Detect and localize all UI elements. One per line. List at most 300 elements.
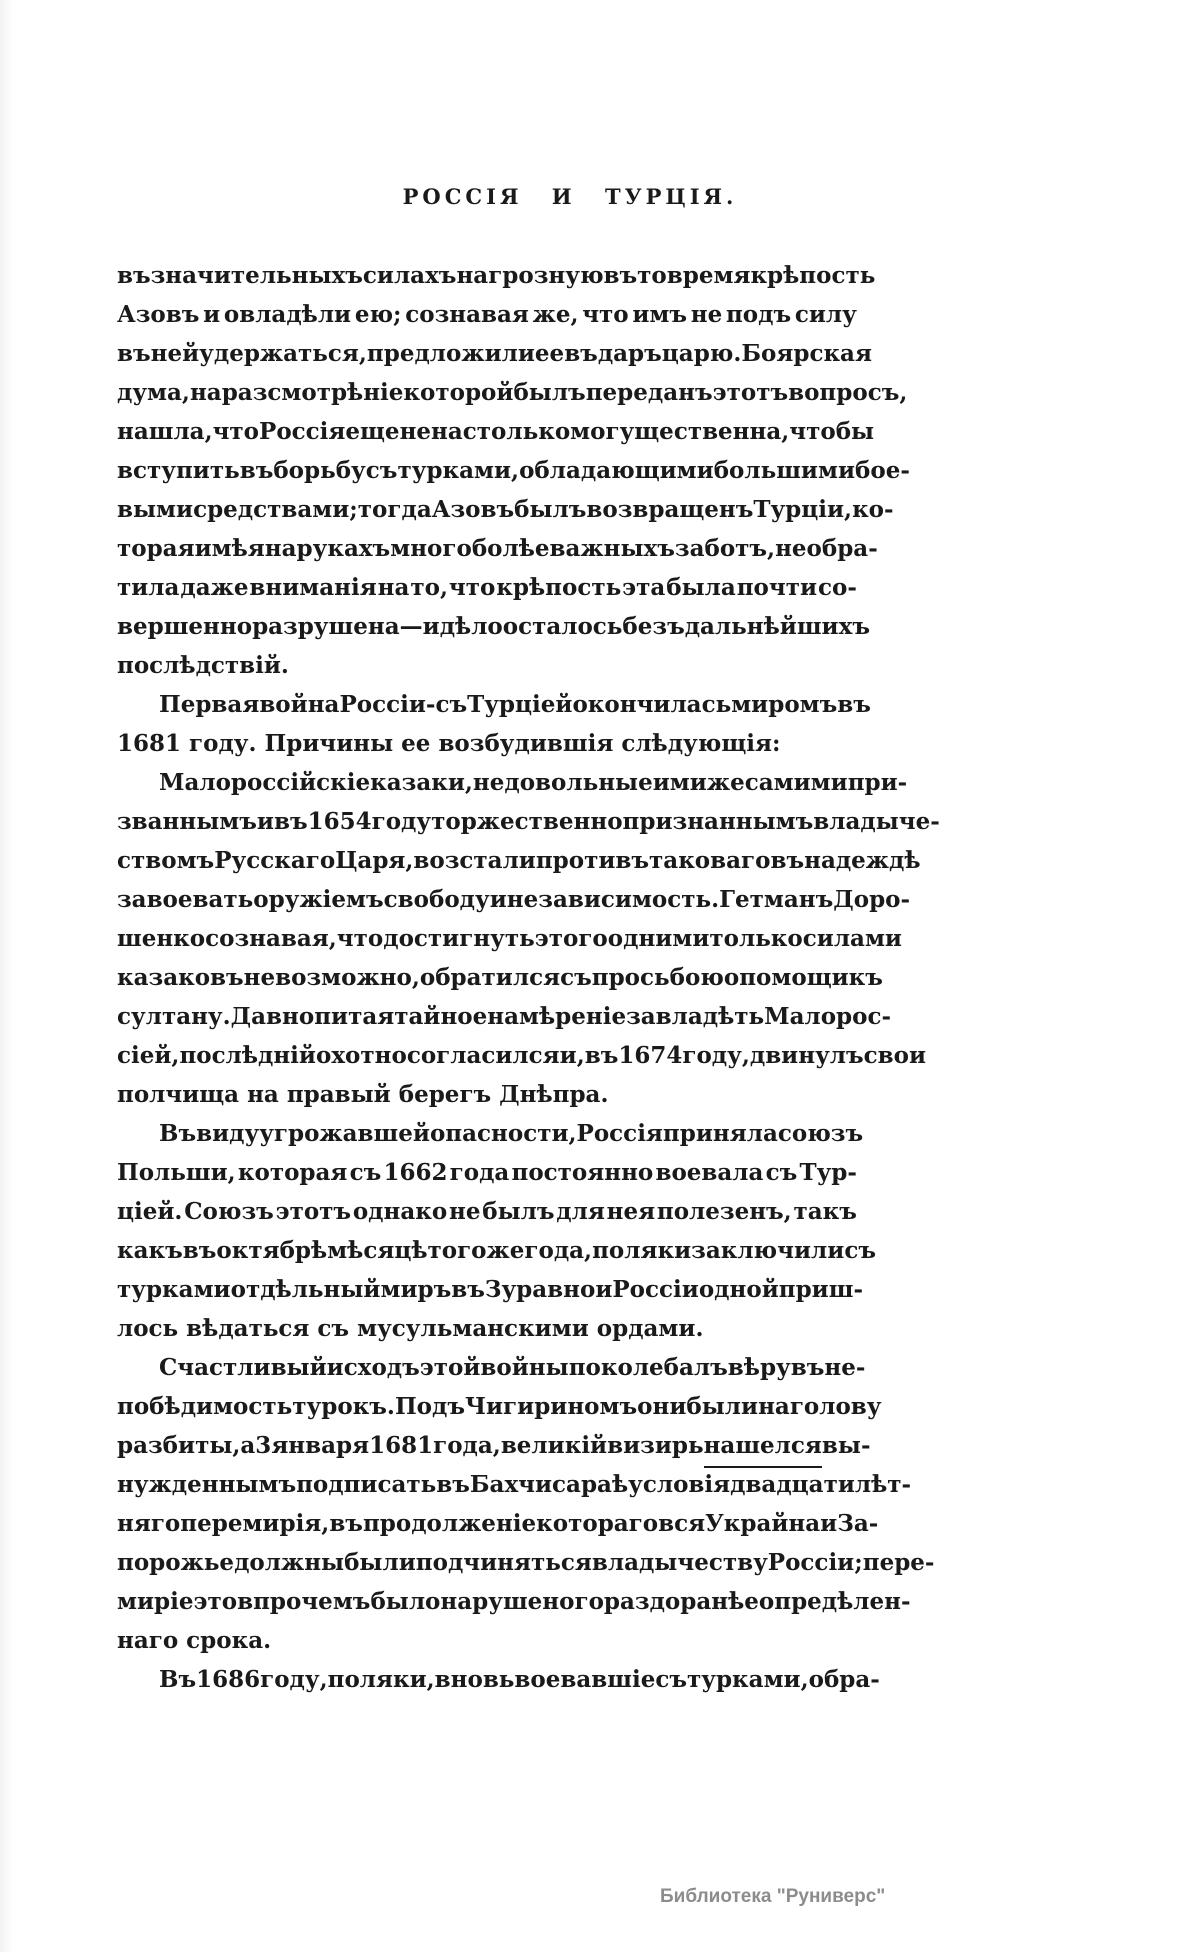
word: помощи — [739, 964, 849, 991]
word: подписать — [296, 1471, 437, 1498]
paragraph — [117, 685, 871, 763]
word: 3 — [255, 1432, 272, 1459]
word: въ — [329, 1510, 363, 1537]
word: турокъ. — [292, 1393, 395, 1420]
text-line — [117, 1543, 935, 1582]
word: чтобы — [789, 418, 875, 445]
word: Зуравно — [484, 1276, 596, 1303]
word: Чигириномъ — [464, 1393, 638, 1420]
word: вниманія — [249, 574, 377, 601]
word: заботъ, — [674, 535, 776, 562]
word: Турціей — [467, 691, 573, 718]
word: еще — [345, 418, 400, 445]
text-line — [117, 412, 875, 451]
word: поляки — [592, 1237, 692, 1264]
word: на — [758, 1393, 790, 1420]
word: впрочемъ — [237, 1588, 371, 1615]
word: Малорос- — [764, 1003, 892, 1030]
word: была — [666, 574, 736, 601]
word: съ — [655, 1666, 687, 1693]
paragraph — [117, 1660, 880, 1699]
word: завладѣть — [626, 1003, 765, 1030]
word: крѣпость — [496, 574, 622, 601]
word: опасности, — [429, 1120, 577, 1147]
word: много — [390, 535, 472, 562]
word: самими — [744, 769, 848, 796]
word: турками, — [397, 457, 520, 484]
word: въ — [117, 262, 151, 289]
word: миріе — [117, 1588, 194, 1615]
word: султану. — [117, 1003, 231, 1030]
word: 1686 — [196, 1666, 261, 1693]
word: и — [489, 886, 507, 913]
word: въ — [564, 340, 598, 367]
word: Азовъ — [431, 496, 515, 523]
word: Доро- — [833, 886, 911, 913]
word: же — [706, 769, 745, 796]
word: для — [556, 1198, 605, 1225]
word: на — [377, 574, 410, 601]
paragraph — [117, 256, 910, 685]
word: Бахчисараѣ — [469, 1471, 629, 1498]
word: сознавая, — [205, 925, 337, 952]
word: торая — [117, 535, 195, 562]
word: даръ — [597, 340, 662, 367]
word: завоевать — [117, 886, 254, 913]
word: со- — [817, 574, 857, 601]
text-line — [117, 1114, 864, 1153]
word: Царя, — [335, 847, 414, 874]
word: Азовъ — [117, 301, 200, 328]
word: воевавшіе — [514, 1666, 656, 1693]
word: заключили — [691, 1237, 845, 1264]
word: большими — [713, 457, 856, 484]
word: сіей, — [117, 1042, 180, 1069]
word: обра- — [808, 1666, 880, 1693]
word: на — [431, 418, 463, 445]
word: обра- — [806, 535, 878, 562]
word: не- — [824, 1354, 866, 1381]
word: одними — [607, 925, 710, 952]
text-line — [117, 1270, 863, 1309]
word: такъ — [793, 1198, 857, 1225]
word: Гетманъ — [719, 886, 834, 913]
word: исходъ — [326, 1354, 420, 1381]
word: приш- — [778, 1276, 863, 1303]
word: Россія — [576, 1120, 663, 1147]
page-title: РОССІЯ И ТУРЦІЯ. — [402, 184, 738, 209]
word: турками — [117, 1276, 231, 1303]
word: званнымъ — [117, 808, 257, 835]
word: полезенъ, — [656, 1198, 792, 1225]
word: не — [775, 535, 807, 562]
word: побѣдимость — [117, 1393, 293, 1420]
word: тогда — [357, 496, 432, 523]
word: октябрѣ — [216, 1237, 328, 1264]
word: 1662 — [383, 1159, 448, 1186]
word: въ — [770, 847, 805, 874]
word: въ — [239, 457, 274, 484]
word: даже — [180, 574, 249, 601]
word: охотно — [315, 1042, 407, 1069]
word: и — [595, 1276, 613, 1303]
word: Счастливый — [159, 1354, 327, 1381]
word: царю. — [661, 340, 742, 367]
word: грозную — [488, 262, 604, 289]
word: послѣдній — [179, 1042, 316, 1069]
word: миръ — [380, 1276, 452, 1303]
word: Тур- — [799, 1159, 857, 1186]
word: былъ — [482, 1198, 555, 1225]
word: съ — [365, 457, 398, 484]
word: съ — [435, 691, 468, 718]
word: года, — [524, 1237, 593, 1264]
word: Россіи — [612, 1276, 699, 1303]
word: союзъ — [777, 1120, 864, 1147]
word: безъ — [622, 613, 685, 640]
word: то — [637, 262, 667, 289]
word: году, — [260, 1666, 328, 1693]
word: ко- — [852, 496, 894, 523]
word: тайное — [394, 1003, 488, 1030]
word: - — [425, 691, 436, 718]
word: съ — [560, 964, 592, 991]
word: возвращенъ — [586, 496, 754, 523]
text-line — [117, 256, 876, 295]
word: вся — [658, 1510, 706, 1537]
word: независимость. — [506, 886, 720, 913]
word: осталось — [502, 613, 623, 640]
text-line — [117, 607, 870, 646]
text-line — [117, 1660, 880, 1699]
word: въ — [837, 691, 871, 718]
word: года — [449, 1159, 510, 1186]
word: голову — [789, 1393, 882, 1420]
text-line: 1681 году. Причины ее возбудившія слѣдующія: — [117, 730, 781, 757]
word: въ — [273, 808, 308, 835]
word: достигнуть — [383, 925, 535, 952]
word: предложили — [366, 340, 535, 367]
word: Подъ — [394, 1393, 465, 1420]
word: въ — [603, 262, 638, 289]
word: подъ — [725, 301, 792, 328]
text-line — [117, 295, 857, 334]
word: въ — [436, 1471, 470, 1498]
word: вѣру — [727, 1354, 791, 1381]
word: однако — [352, 1198, 448, 1225]
word: казаки, — [370, 769, 473, 796]
word: разрушена — [252, 613, 400, 640]
word: Украйна — [705, 1510, 821, 1537]
word: къ — [848, 964, 883, 991]
word: на — [264, 535, 297, 562]
text-line — [117, 1465, 912, 1504]
text-line — [117, 568, 857, 607]
word: Первая — [159, 691, 260, 718]
word: выми — [117, 496, 194, 523]
text-line — [117, 373, 908, 412]
word: поколебалъ — [568, 1354, 728, 1381]
word: угрожавшей — [259, 1120, 430, 1147]
word: бое- — [855, 457, 910, 484]
text-block — [117, 256, 940, 1699]
word: мѣсяцѣ — [327, 1237, 428, 1264]
word: казаковъ — [117, 964, 244, 991]
word: тила — [117, 574, 180, 601]
word: они — [637, 1393, 687, 1420]
text-line — [117, 1348, 866, 1387]
word: разсмотрѣніе — [221, 379, 404, 406]
text-line — [117, 490, 894, 529]
text-line — [117, 1036, 927, 1075]
word: Россіи — [339, 691, 426, 718]
word: свои — [863, 1042, 927, 1069]
word: которой — [403, 379, 514, 406]
word: должны — [234, 1549, 345, 1576]
word: въ — [451, 1276, 485, 1303]
word: поляки, — [327, 1666, 435, 1693]
word: и — [203, 301, 221, 328]
word: на — [189, 379, 222, 406]
word: рукахъ — [296, 535, 391, 562]
word: значительныхъ — [150, 262, 363, 289]
word: этого — [534, 925, 608, 952]
word: 1681 — [369, 1432, 434, 1459]
word: ею; — [354, 301, 402, 328]
text-line — [117, 1192, 857, 1231]
word: вновь — [434, 1666, 515, 1693]
word: ранѣе — [680, 1588, 759, 1615]
word: на — [456, 262, 489, 289]
word: а — [240, 1432, 256, 1459]
word: Союзъ — [184, 1198, 274, 1225]
text-line: послѣдствій. — [117, 652, 289, 679]
word: могущественна, — [570, 418, 790, 445]
word: же, — [532, 301, 579, 328]
word: эта — [622, 574, 666, 601]
word: силахъ — [362, 262, 457, 289]
word: въ — [117, 340, 151, 367]
word: няго — [117, 1510, 181, 1537]
word: съ — [844, 1237, 876, 1264]
word: вступить — [117, 457, 240, 484]
text-line — [117, 997, 892, 1036]
text-line — [117, 1582, 911, 1621]
word: ціей. — [117, 1198, 183, 1225]
word: отдѣльный — [230, 1276, 381, 1303]
word: За- — [837, 1510, 879, 1537]
word: ней — [150, 340, 200, 367]
text-line — [117, 451, 910, 490]
word: приняла — [662, 1120, 778, 1147]
word: нашла, — [117, 418, 213, 445]
word: подчиняться — [415, 1549, 592, 1576]
word: Россіи; — [767, 1549, 863, 1576]
text-line — [117, 685, 871, 724]
word: овладѣли — [223, 301, 352, 328]
text-line — [117, 958, 883, 997]
word: силами — [802, 925, 902, 952]
word: пере- — [862, 1549, 935, 1576]
word: возстали — [413, 847, 536, 874]
word: просьбою — [591, 964, 724, 991]
word: противъ — [535, 847, 650, 874]
word: какъ — [117, 1237, 183, 1264]
word: недовольные — [472, 769, 653, 796]
text-line — [117, 1231, 876, 1270]
word: дѣло — [439, 613, 503, 640]
word: перемирія, — [180, 1510, 330, 1537]
word: января — [271, 1432, 370, 1459]
word: и — [820, 1510, 838, 1537]
text-line — [117, 919, 902, 958]
word: продолженіе — [362, 1510, 537, 1537]
word: турками, — [687, 1666, 809, 1693]
word: ее — [534, 340, 565, 367]
word: постоянно — [511, 1159, 654, 1186]
word: шенко — [117, 925, 206, 952]
word: Боярская — [741, 340, 872, 367]
word: былъ — [514, 496, 587, 523]
word: надеждѣ — [804, 847, 921, 874]
word: 1674 — [618, 1042, 683, 1069]
word: Въ — [159, 1666, 197, 1693]
word: опредѣлен- — [758, 1588, 911, 1615]
text-line — [117, 529, 878, 568]
word: нарушено — [440, 1588, 575, 1615]
text-line — [117, 841, 921, 880]
word: были — [686, 1393, 759, 1420]
word: котораго — [536, 1510, 659, 1537]
word: таковаго — [649, 847, 771, 874]
word: о — [723, 964, 740, 991]
word: вы- — [821, 1432, 871, 1459]
paragraph — [117, 1114, 876, 1348]
underlined-word: нашелся — [704, 1426, 822, 1468]
word: года, — [433, 1432, 501, 1459]
word: этотъ — [275, 1198, 352, 1225]
text-line — [117, 1426, 871, 1465]
word: намѣреніе — [487, 1003, 627, 1030]
word: оружіемъ — [253, 886, 384, 913]
word: только — [709, 925, 803, 952]
word: Россія — [259, 418, 346, 445]
word: имѣя — [194, 535, 265, 562]
word: визирь — [607, 1432, 704, 1459]
word: дальнѣйшихъ — [684, 613, 870, 640]
text-line — [117, 880, 911, 919]
word: году — [371, 808, 432, 835]
word: одной — [698, 1276, 779, 1303]
text-line — [117, 1387, 882, 1426]
word: съ — [349, 1159, 382, 1186]
word: признаннымъ — [622, 808, 814, 835]
word: это — [193, 1588, 238, 1615]
paragraph — [117, 1348, 935, 1660]
word: Давно — [230, 1003, 315, 1030]
word: году, — [682, 1042, 750, 1069]
word: были — [344, 1549, 416, 1576]
word: войны — [480, 1354, 569, 1381]
word: обладающими — [519, 457, 714, 484]
word: почти — [736, 574, 818, 601]
word: съ — [765, 1159, 798, 1186]
word: согласился — [406, 1042, 560, 1069]
word: борьбу — [273, 457, 366, 484]
word: былъ — [513, 379, 586, 406]
word: свободу — [383, 886, 490, 913]
text-line — [117, 1504, 879, 1543]
word: и, — [559, 1042, 585, 1069]
word: важныхъ — [549, 535, 675, 562]
word: что — [582, 301, 629, 328]
word: гораздо — [574, 1588, 681, 1615]
word: невозможно, — [243, 964, 420, 991]
word: было — [370, 1588, 441, 1615]
word: дума, — [117, 379, 190, 406]
word: при- — [847, 769, 908, 796]
word: торжественно — [431, 808, 623, 835]
text-line: наго срока. — [117, 1627, 272, 1654]
word: не — [448, 1198, 481, 1225]
word: и — [256, 808, 274, 835]
word: не — [690, 301, 723, 328]
word: средствами; — [193, 496, 358, 523]
word: питая — [314, 1003, 395, 1030]
word: порожье — [117, 1549, 235, 1576]
word: что — [212, 418, 260, 445]
word: разбиты, — [117, 1432, 241, 1459]
word: нужденнымъ — [117, 1471, 297, 1498]
text-line — [117, 334, 872, 373]
word: которая — [237, 1159, 348, 1186]
word: удержаться, — [199, 340, 367, 367]
word: этой — [419, 1354, 481, 1381]
text-line — [117, 1153, 857, 1192]
word: война — [259, 691, 340, 718]
text-line — [117, 802, 940, 841]
word: Въ — [159, 1120, 197, 1147]
word: нея — [606, 1198, 656, 1225]
word: въ — [584, 1042, 619, 1069]
word: не — [399, 418, 432, 445]
text-line: полчища на правый берегъ Днѣпра. — [117, 1081, 609, 1108]
word: столько — [462, 418, 571, 445]
word: переданъ — [585, 379, 713, 406]
word: въ — [182, 1237, 217, 1264]
word: въ — [790, 1354, 825, 1381]
word: вершенно — [117, 613, 253, 640]
text-line — [117, 763, 908, 802]
word: что — [448, 574, 496, 601]
word: время — [666, 262, 751, 289]
word: Русскаго — [214, 847, 336, 874]
word: что — [336, 925, 384, 952]
word: виду — [196, 1120, 260, 1147]
word: болѣе — [471, 535, 550, 562]
word: того — [427, 1237, 487, 1264]
word: ими — [652, 769, 707, 796]
scan-edge-shadow — [0, 0, 14, 1952]
word: окончилась — [572, 691, 732, 718]
word: силу — [794, 301, 857, 328]
word: и — [422, 613, 440, 640]
word: ствомъ — [117, 847, 215, 874]
word: 1654 — [307, 808, 372, 835]
word: воевала — [655, 1159, 764, 1186]
paragraph — [117, 763, 940, 1114]
word: Польши, — [117, 1159, 236, 1186]
